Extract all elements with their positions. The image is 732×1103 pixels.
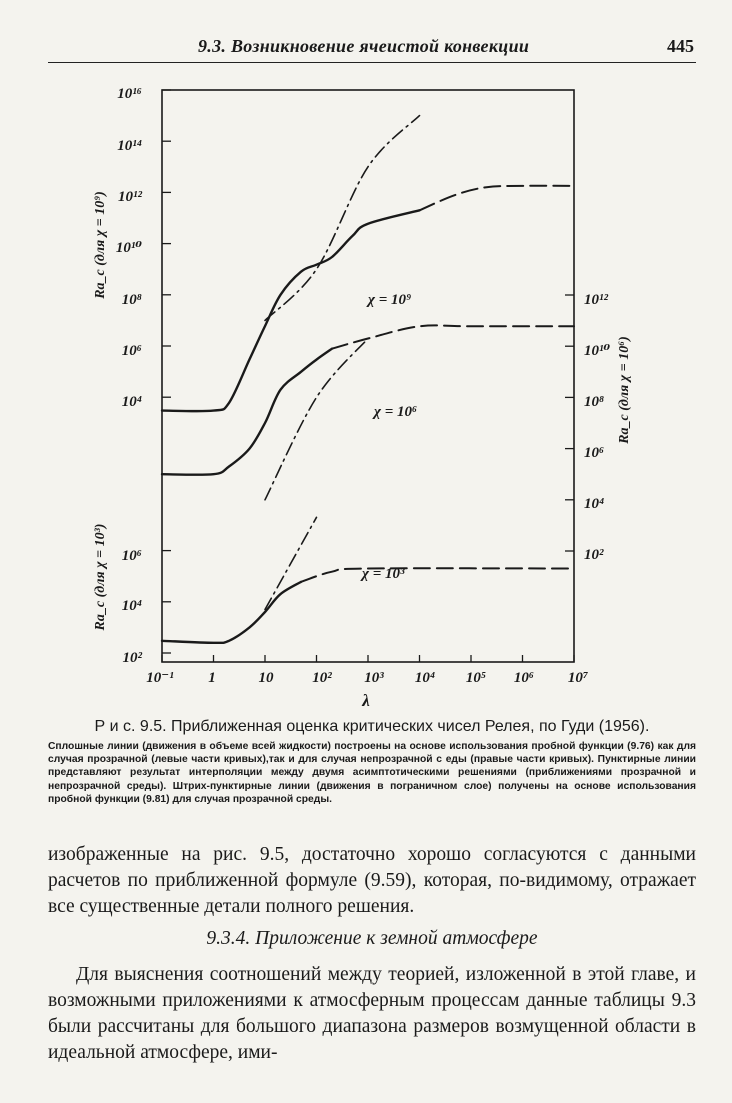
y-tick-label-right: 10⁴: [584, 496, 605, 512]
page-header: [48, 32, 696, 63]
caption-title: Р и с. 9.5. Приближенная оценка критических чисел Релея, по Гуди (1956).: [94, 718, 650, 735]
series-line-5: [265, 339, 368, 500]
y-axis-label-top: Ra_c (для χ = 10⁹): [93, 191, 108, 299]
x-tick-label: 10³: [364, 670, 384, 686]
x-tick-label: 10⁶: [513, 670, 535, 686]
y-tick-label-left: 10¹⁰: [115, 240, 142, 256]
x-tick-label: 10⁴: [414, 670, 436, 686]
figure-caption: [48, 718, 696, 806]
subsection-title: 9.3.4. Приложение к земной атмосфере: [206, 928, 538, 949]
y-tick-label-right: 10¹⁰: [584, 343, 611, 359]
y-axis-label-right: Ra_c (для χ = 10⁶): [617, 336, 632, 444]
series-line-7: [301, 568, 574, 582]
page-number: 445: [667, 36, 694, 56]
curve-label-chi-1e3: χ = 10³: [362, 566, 405, 582]
y-tick-label-left: 10¹⁴: [117, 138, 142, 154]
caption-body: Сплошные линии (движения в объеме всей жидкости) построены на основе использования пробной функции (9.76) как для случая прозрачной (левые части кривых),так и для случая непрозрачной с еды (правые части кривых). Пунктирные линии представляют результат интерполяции между двумя асимптотическими решениями (приближениями прозрачной и непрозрачной среды). Штрих-пунктирные линии (движения в пограничном слое) получены на основе использования пробной функции (9.81) для случая прозрачной среды.: [48, 741, 696, 805]
x-tick-label: 1: [208, 670, 216, 686]
y-tick-label-left: 10²: [122, 650, 142, 666]
series-line-4: [332, 325, 574, 348]
series-line-1: [420, 186, 575, 211]
rayleigh-number-chart: [0, 70, 732, 710]
y-tick-label-left: 10⁴: [121, 598, 142, 614]
series-line-8: [265, 517, 317, 609]
y-tick-label-left: 10⁸: [121, 292, 142, 308]
x-tick-label: 10²: [312, 670, 332, 686]
y-tick-label-right: 10⁶: [584, 445, 605, 461]
y-tick-label-left: 10⁶: [121, 343, 142, 359]
y-tick-label-right: 10²: [584, 547, 604, 563]
x-tick-label: 10⁵: [465, 670, 487, 686]
y-tick-label-left: 10⁶: [121, 548, 142, 564]
curve-label-chi-1e9: χ = 10⁹: [368, 292, 412, 308]
y-tick-label-left: 10⁴: [121, 394, 142, 410]
y-tick-label-right: 10⁸: [584, 394, 605, 410]
x-tick-label: 10: [258, 670, 274, 686]
series-line-2: [265, 116, 420, 321]
series-line-6: [162, 582, 301, 643]
x-tick-label: 10⁷: [567, 670, 589, 686]
y-tick-label-left: 10¹²: [118, 189, 142, 205]
y-axis-label-bottom: Ra_c (для χ = 10³): [93, 523, 108, 631]
x-tick-label: 10⁻¹: [146, 670, 174, 686]
body-paragraph-1: изображенные на рис. 9.5, достаточно хорошо согласуются с данными расчетов по приближенной формуле (9.59), которая, по-видимому, отражает все существенные детали полного решения.: [48, 844, 696, 917]
running-head: 9.3. Возникновение ячеистой конвекции: [198, 36, 530, 56]
y-tick-label-right: 10¹²: [584, 292, 608, 308]
curve-label-chi-1e6: χ = 10⁶: [374, 404, 418, 420]
y-tick-label-left: 10¹⁶: [117, 86, 142, 102]
body-paragraph-2: Для выяснения соотношений между теорией, изложенной в этой главе, и возможными приложениями к атмосферным процессам данные таблицы 9.3 были рассчитаны для большого диапазона размеров возмущенной области в идеальной атмосфере, ими-: [48, 964, 696, 1063]
x-axis-label: λ: [362, 691, 370, 710]
